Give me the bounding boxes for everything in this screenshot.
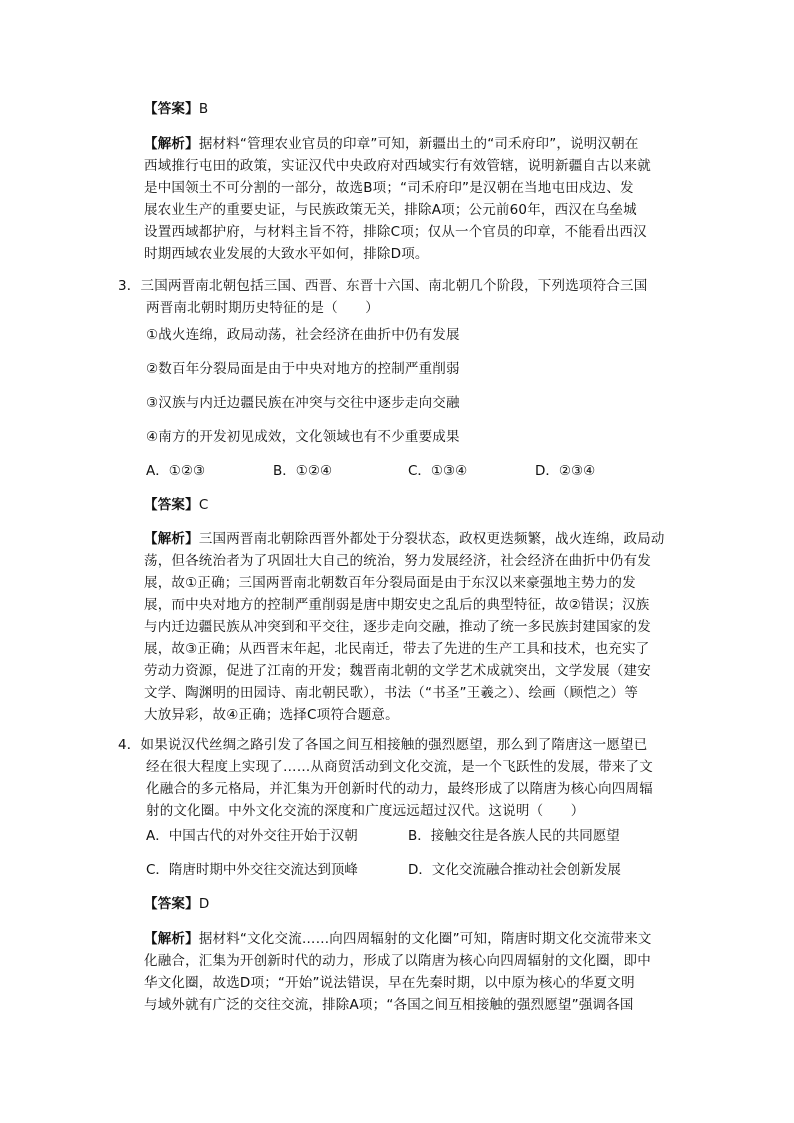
q4-stem-line: 经在很大程度上实现了……从商贸活动到文化交流，是一个飞跃性的发展，带来了文	[146, 759, 653, 775]
q3-analysis-line: 与内迁边疆民族从冲突到和平交往，逐步走向交融，推动了统一多民族封建国家的发	[144, 619, 651, 635]
q3-option-d: D．②③④	[535, 463, 596, 479]
q3-option-c: C．①③④	[408, 463, 468, 479]
q2-analysis-line: 【解析】据材料“管理农业官员的印章”可知，新疆出土的“司禾府印”，说明汉朝在	[144, 136, 639, 152]
q3-analysis-line: 展，而中央对地方的控制严重削弱是唐中期安史之乱后的典型特征，故②错误；汉族	[144, 597, 650, 613]
question-number: 4．	[118, 737, 141, 753]
q3-stem-line: 3．三国两晋南北朝包括三国、西晋、东晋十六国、南北朝几个阶段，下列选项符合三国	[118, 278, 648, 294]
q3-statement: ③汉族与内迁边疆民族在冲突与交往中逐步走向交融	[146, 395, 460, 411]
q3-statement: ②数百年分裂局面是由于中央对地方的控制严重削弱	[146, 361, 460, 377]
q2-answer	[144, 99, 208, 119]
q3-analysis-line: 荡，但各统治者为了巩固壮大自己的统治，努力发展经济，社会经济在曲折中仍有发	[144, 553, 651, 569]
q3-analysis-line: 劳动力资源，促进了江南的开发；魏晋南北朝的文学艺术成就突出，文学发展（建安	[144, 663, 651, 679]
answer-value: C	[198, 497, 209, 513]
q4-analysis-line: 【解析】据材料“文化交流……向四周辐射的文化圈”可知，隋唐时期文化交流带来文	[144, 931, 652, 947]
q4-analysis-line: 华文化圈，故选D项；“开始”说法错误，早在先秦时期，以中原为核心的华夏文明	[144, 975, 635, 991]
q4-stem-line: 化融合的多元格局，并汇集为开创新时代的动力，最终形成了以隋唐为核心向四周辐	[146, 781, 653, 797]
question-number: 3．	[118, 278, 141, 294]
answer-value: B	[198, 101, 209, 117]
analysis-label: 【解析】	[144, 931, 199, 947]
q3-statement: ①战火连绵，政局动荡，社会经济在曲折中仍有发展	[146, 327, 460, 343]
q2-analysis-line: 设置西域都护府，与材料主旨不符，排除C项；仅从一个官员的印章，不能看出西汉	[144, 224, 647, 240]
q3-option-b: B．①②④	[273, 463, 333, 479]
q4-option-b: B．接触交往是各族人民的共同愿望	[408, 828, 620, 844]
q4-option-a: A．中国古代的对外交往开始于汉朝	[146, 828, 358, 844]
q2-analysis-line: 是中国领土不可分割的一部分，故选B项；“司禾府印”是汉朝在当地屯田戍边、发	[144, 180, 634, 196]
answer-label: 【答案】	[144, 101, 199, 117]
q3-analysis-line: 展，故③正确；从西晋末年起，北民南迁，带去了先进的生产工具和技术，也充实了	[144, 641, 650, 657]
q3-statement: ④南方的开发初见成效，文化领域也有不少重要成果	[146, 429, 460, 445]
answer-label: 【答案】	[144, 896, 199, 912]
q2-analysis-line: 时期西域农业发展的大致水平如何，排除D项。	[144, 246, 429, 262]
q4-option-d: D．文化交流融合推动社会创新发展	[408, 862, 621, 878]
q3-option-a: A．①②③	[146, 463, 206, 479]
q4-analysis-line: 与域外就有广泛的交往交流，排除A项；“各国之间互相接触的强烈愿望”强调各国	[144, 997, 634, 1013]
q4-analysis-line: 化融合，汇集为开创新时代的动力，形成了以隋唐为核心向四周辐射的文化圈，即中	[144, 953, 651, 969]
q3-analysis-line: 展，故①正确；三国两晋南北朝数百年分裂局面是由于东汉以来豪强地主势力的发	[144, 575, 636, 591]
q4-stem-line: 射的文化圈。中外文化交流的深度和广度远远超过汉代。这说明（ ）	[146, 803, 585, 819]
q3-answer	[144, 495, 208, 515]
q4-answer	[144, 894, 209, 914]
q3-analysis-line: 文学、陶渊明的田园诗、南北朝民歌），书法（“书圣”王羲之）、绘画（顾恺之）等	[144, 685, 639, 701]
q3-analysis-line: 【解析】三国两晋南北朝除西晋外都处于分裂状态，政权更迭频繁，战火连绵，政局动	[144, 531, 665, 547]
q4-option-c: C．隋唐时期中外交往交流达到顶峰	[146, 862, 358, 878]
q3-analysis-line: 大放异彩，故④正确；选择C项符合题意。	[144, 707, 399, 723]
q4-stem-line: 4．如果说汉代丝绸之路引发了各国之间互相接触的强烈愿望，那么到了隋唐这一愿望已	[118, 737, 648, 753]
answer-label: 【答案】	[144, 497, 199, 513]
q2-analysis-line: 西域推行屯田的政策，实证汉代中央政府对西域实行有效管辖，说明新疆自古以来就	[144, 158, 651, 174]
q2-analysis-line: 展农业生产的重要史证，与民族政策无关，排除A项；公元前60年，西汉在乌垒城	[144, 202, 637, 218]
q3-stem-line: 两晋南北朝时期历史特征的是（ ）	[146, 300, 379, 316]
answer-value: D	[198, 896, 210, 912]
analysis-label: 【解析】	[144, 531, 199, 547]
analysis-label: 【解析】	[144, 136, 199, 152]
